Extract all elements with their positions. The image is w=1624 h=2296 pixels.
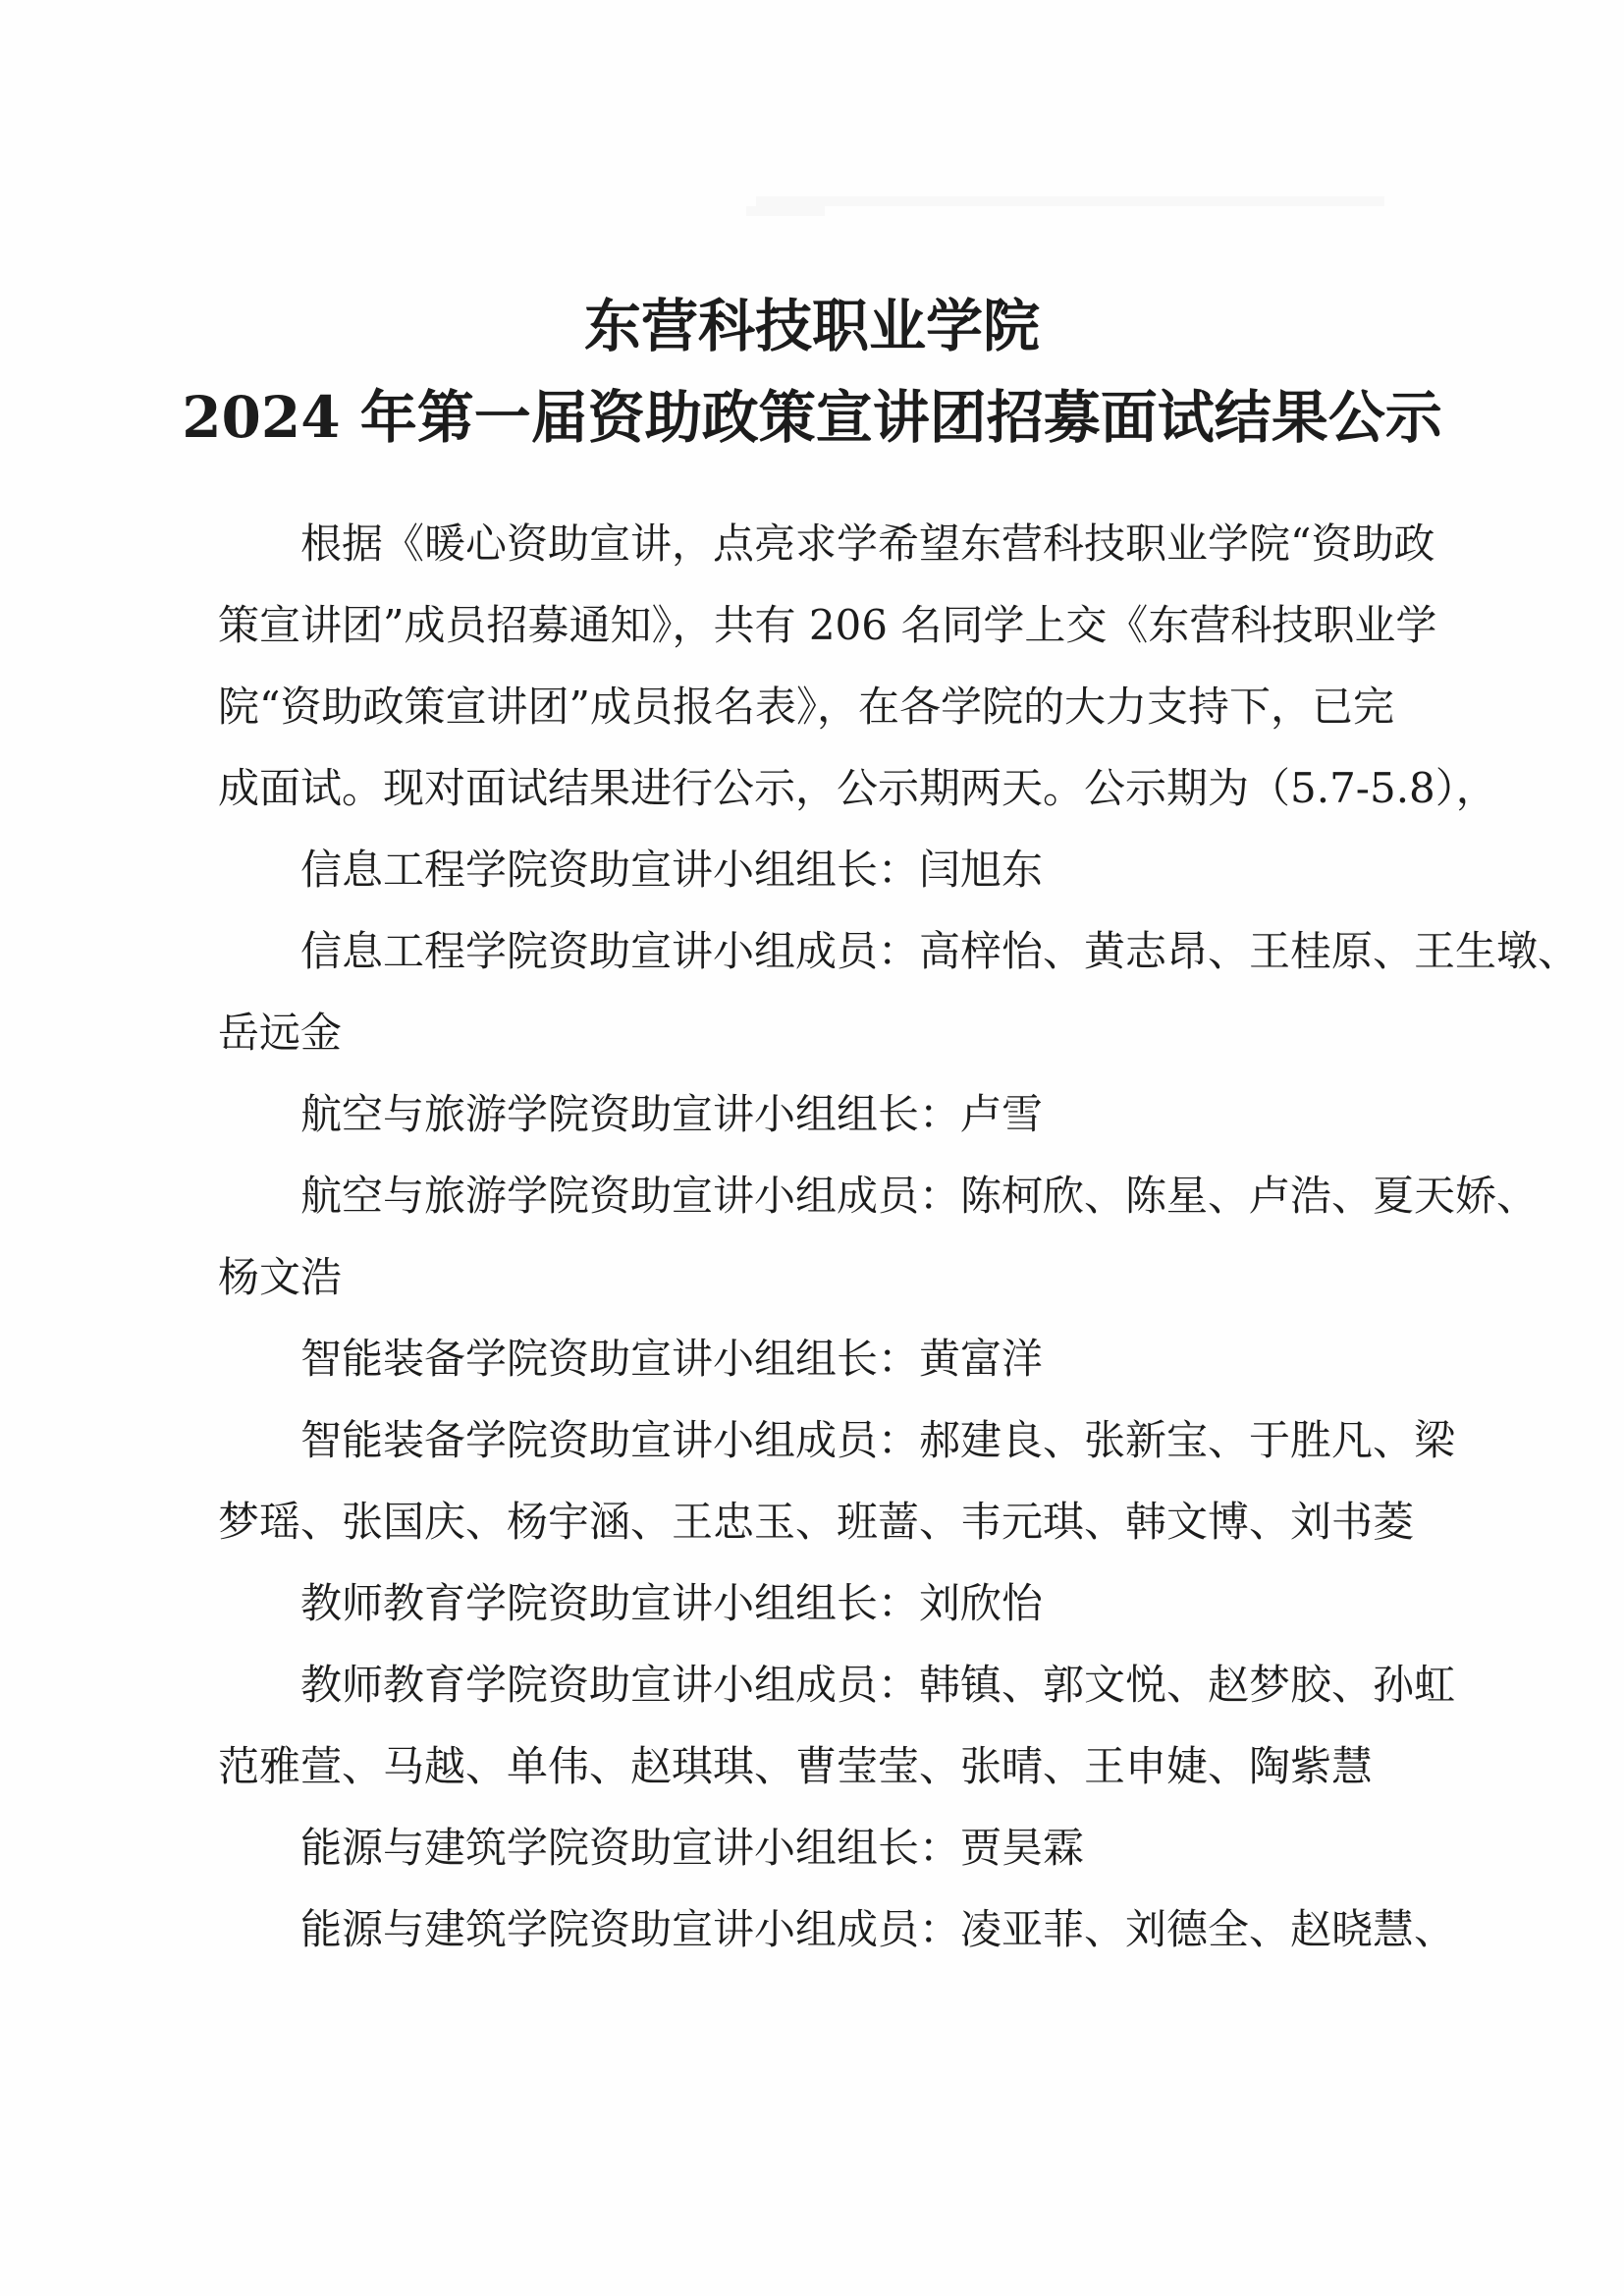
- body-line: 院“资助政策宣讲团”成员报名表》，在各学院的大力支持下，已完: [218, 683, 1394, 731]
- body-line: 智能装备学院资助宣讲小组组长：黄富洋: [300, 1335, 1044, 1383]
- body-line: 岳远金: [218, 1009, 343, 1057]
- body-line: 成面试。现对面试结果进行公示，公示期两天。公示期为（5.7-5.8），: [218, 764, 1497, 812]
- body-line: 梦瑶、张国庆、杨宇涵、王忠玉、班蔷、韦元琪、韩文博、刘书菱: [218, 1498, 1415, 1546]
- scan-bleed-through: [756, 196, 1384, 206]
- body-line: 范雅萱、马越、单伟、赵琪琪、曹莹莹、张晴、王申婕、陶紫慧: [218, 1742, 1374, 1790]
- body-line: 杨文浩: [218, 1253, 343, 1301]
- body-line: 教师教育学院资助宣讲小组成员：韩镇、郭文悦、赵梦胶、孙虹: [300, 1661, 1456, 1709]
- body-line: 能源与建筑学院资助宣讲小组成员：凌亚菲、刘德全、赵晓慧、: [300, 1905, 1456, 1953]
- body-line: 航空与旅游学院资助宣讲小组组长：卢雪: [300, 1090, 1044, 1138]
- body-line: 信息工程学院资助宣讲小组组长：闫旭东: [300, 846, 1044, 894]
- body-line: 能源与建筑学院资助宣讲小组组长：贾昊霖: [300, 1824, 1085, 1872]
- body-line: 根据《暖心资助宣讲，点亮求学希望东营科技职业学院“资助政: [300, 519, 1435, 568]
- body-line: 智能装备学院资助宣讲小组成员：郝建良、张新宝、于胜凡、梁: [300, 1416, 1456, 1464]
- document-title-line-2: 2024 年第一届资助政策宣讲团招募面试结果公示: [182, 384, 1442, 451]
- body-line: 信息工程学院资助宣讲小组成员：高梓怡、黄志昂、王桂原、王生墩、: [300, 927, 1580, 975]
- body-line: 策宣讲团”成员招募通知》，共有 206 名同学上交《东营科技职业学: [218, 601, 1437, 649]
- body-line: 教师教育学院资助宣讲小组组长：刘欣怡: [300, 1579, 1044, 1627]
- body-line: 航空与旅游学院资助宣讲小组成员：陈柯欣、陈星、卢浩、夏天娇、: [300, 1172, 1539, 1220]
- document-title-line-1: 东营科技职业学院: [583, 293, 1040, 359]
- scan-bleed-through: [746, 206, 825, 216]
